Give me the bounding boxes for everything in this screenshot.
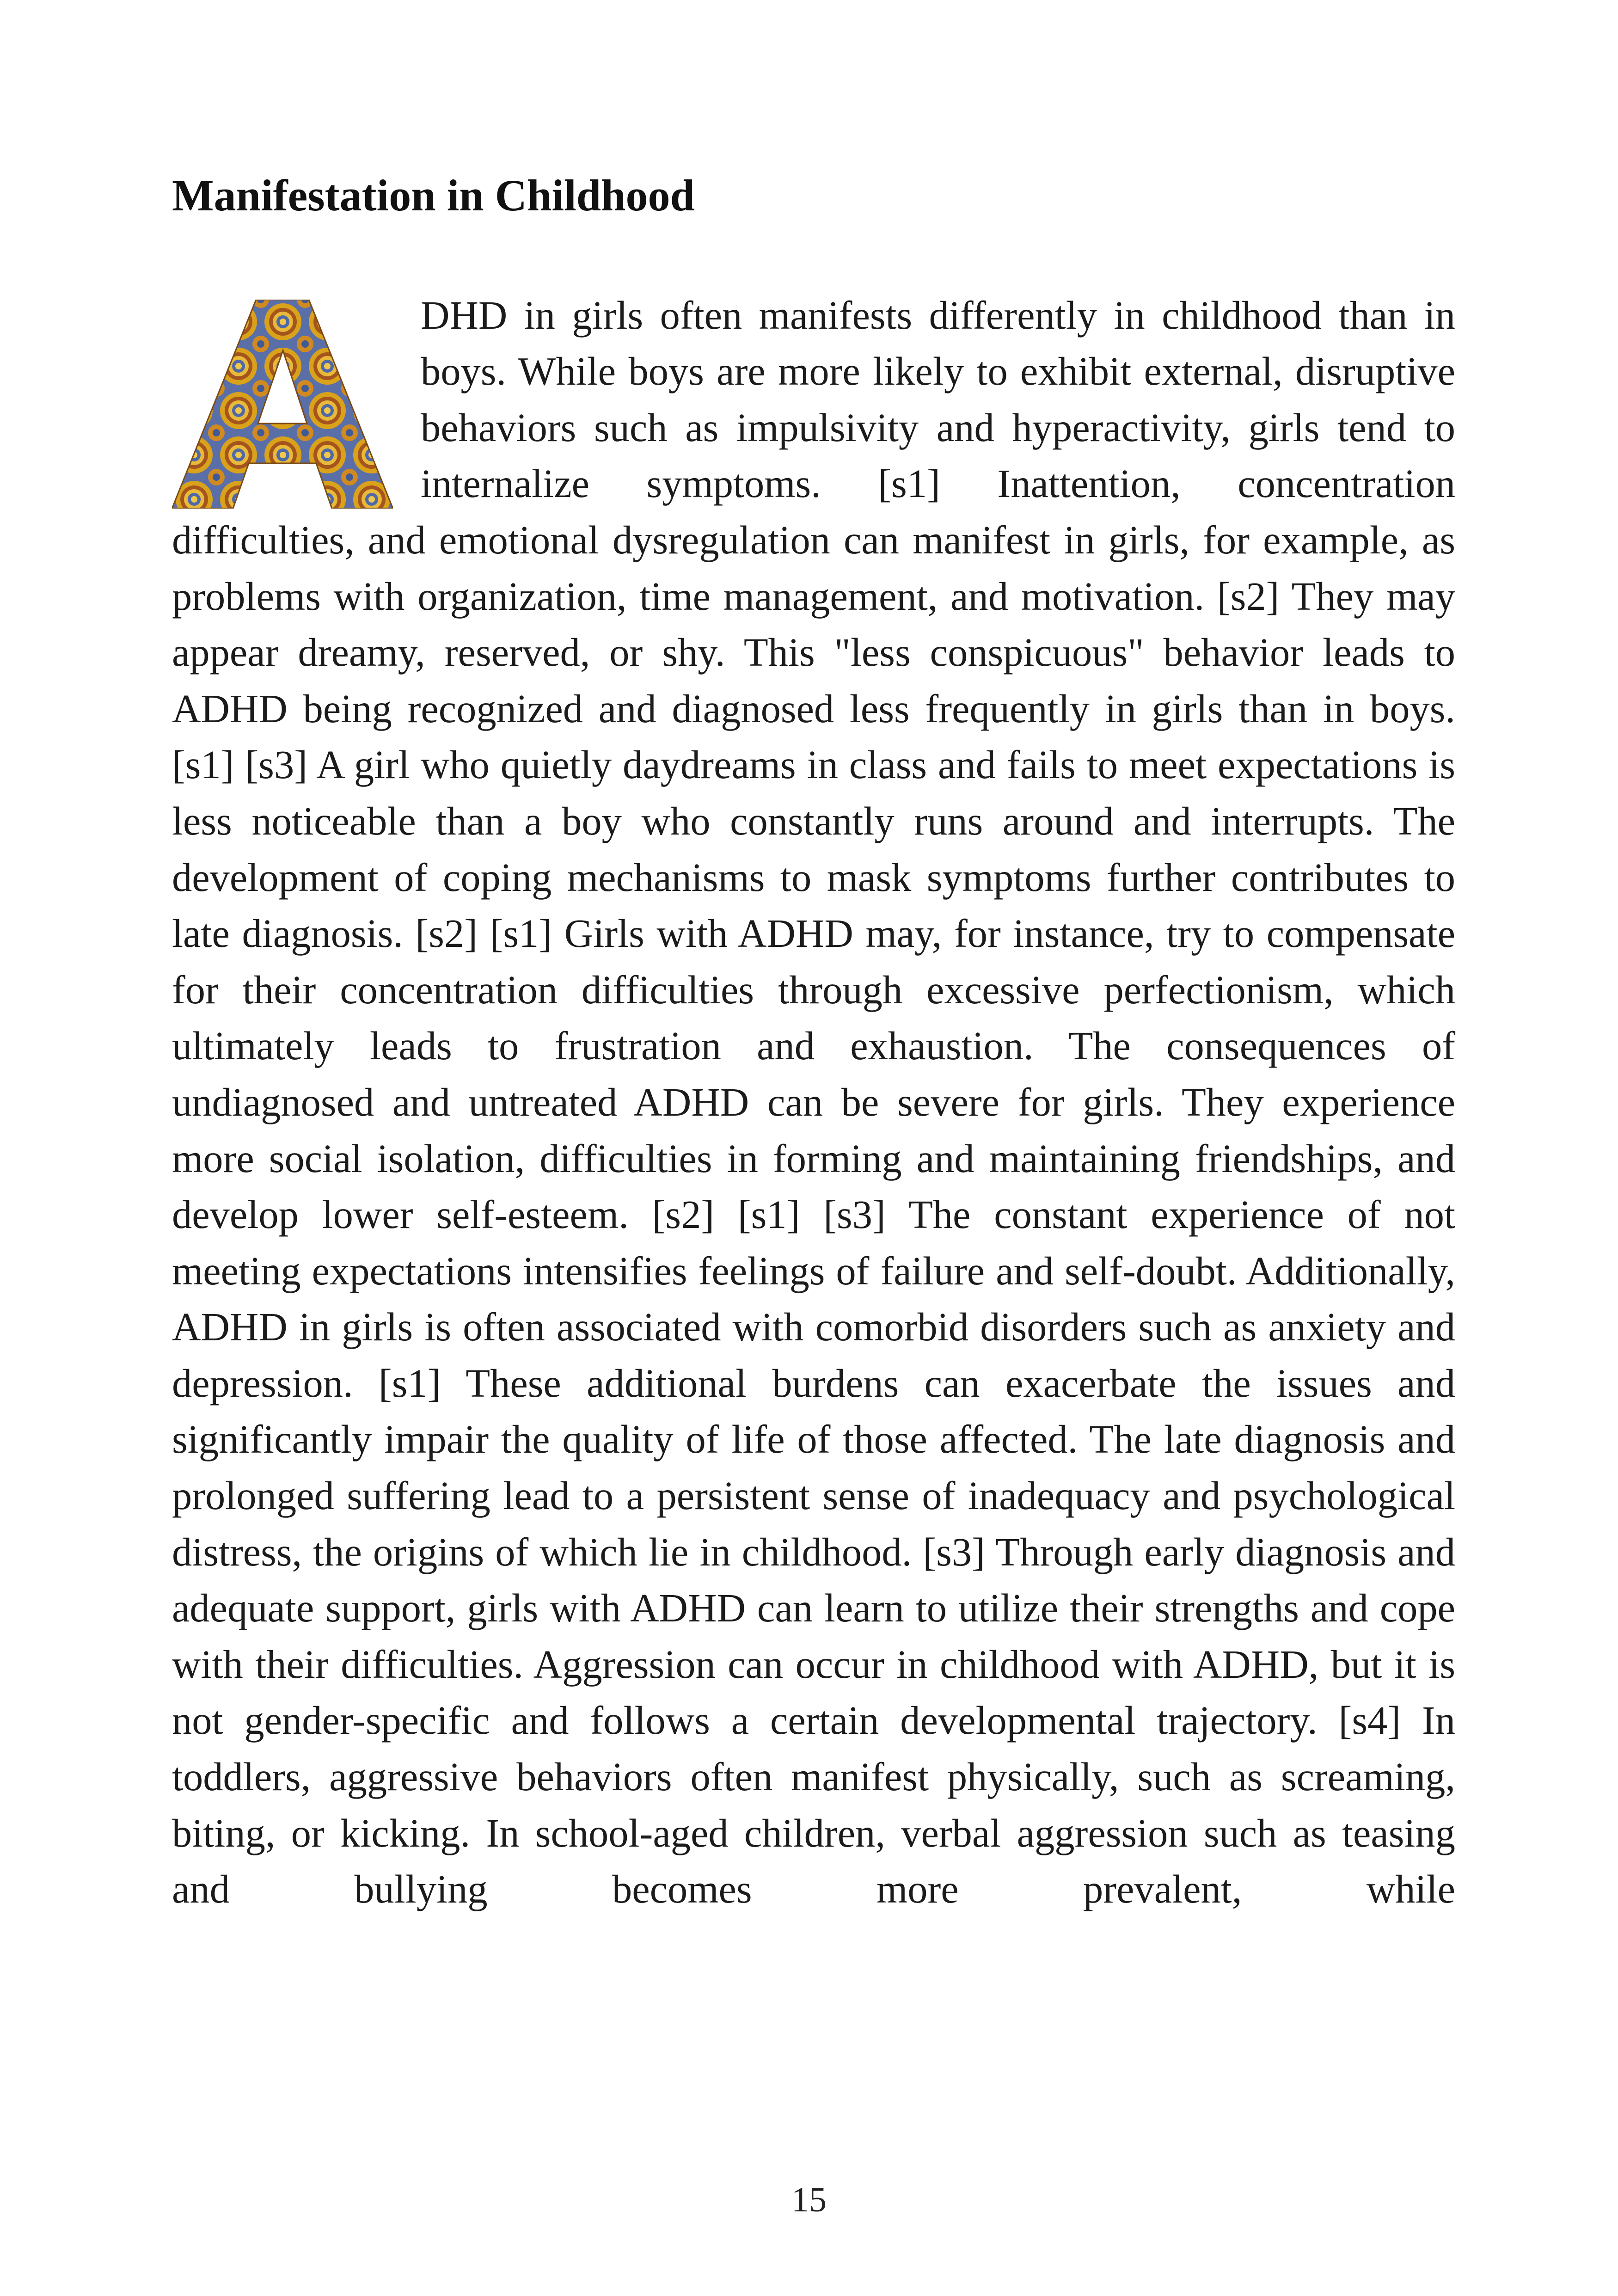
body-text: DHD in girls often manifests differently in childhood than in boys. While boys are more likely to exhibit external, disruptive behaviors such as impulsivity and hyperactivity, girls tend to internalize symptoms. [s1] Inattention, concentration difficulties, and emotional dysregulation can manifest in girls, for example, as problems with organization, time management, and motivation. [s2] They may appear dreamy, reserved, or shy. This "less conspicuous" behavior leads to ADHD being recognized and diagnosed less frequently in girls than in boys. [s1] [s3] A girl who quietly daydreams in class and fails to meet expectations is less noticeable than a boy who constantly runs around and interrupts. The development of coping mechanisms to mask symptoms further contributes to late diagnosis. [s2] [s1] Girls with ADHD may, for instance, try to compensate for their concentration difficulties through excessive perfectionism, which ultimately leads to frustration and exhaustion. The consequences of undiagnosed and untreated ADHD can be severe for girls. They experience more social isolation, difficulties in forming and maintaining friendships, and develop lower self-esteem. [s2] [s1] [s3] The constant experience of not meeting expectations intensifies feelings of failure and self-doubt. Additionally, ADHD in girls is often associated with comorbid disorders such as anxiety and depression. [s1] These additional burdens can exacerbate the issues and significantly impair the quality of life of those affected. The late diagnosis and prolonged suffering lead to a persistent sense of inadequacy and psychological distress, the origins of which lie in childhood. [s3] Through early diagnosis and adequate support, girls with ADHD can learn to utilize their strengths and cope with their difficulties. Aggression can occur in childhood with ADHD, but it is not gender-specific and follows a certain developmental trajectory. [s4] In toddlers, aggressive behaviors often manifest physically, such as screaming, biting, or kicking. In school-aged children, verbal aggression such as teasing and bullying becomes more prevalent, while — [172, 293, 1455, 1912]
ornamental-a-icon — [172, 300, 393, 509]
page-content — [172, 171, 1455, 1918]
drop-cap-letter-a — [172, 300, 393, 509]
body-paragraph — [172, 288, 1455, 1918]
section-heading: Manifestation in Childhood — [172, 171, 695, 220]
page-number: 15 — [791, 2180, 827, 2219]
